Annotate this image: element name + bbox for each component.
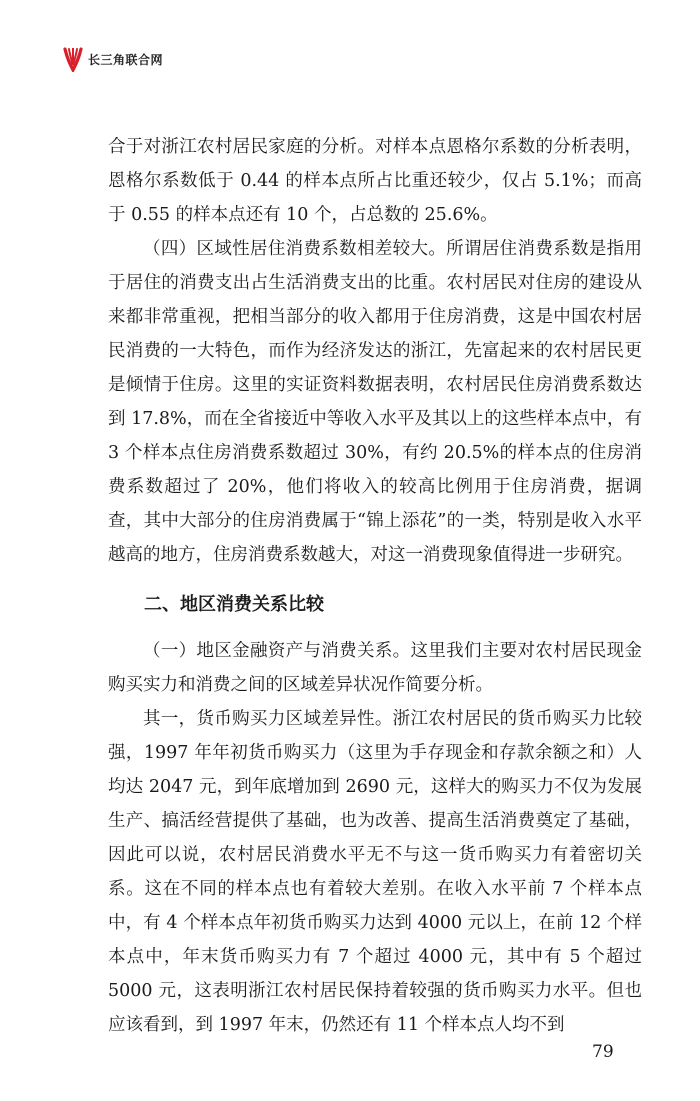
site-name: 长三角联合网 [88, 52, 164, 67]
paragraph-continued: 合于对浙江农村居民家庭的分析。对样本点恩格尔系数的分析表明，恩格尔系数低于 0.44 的样本点所占比重还较少，仅占 5.1%；而高于 0.55 的样本点还有 10 个，占总数的 25.6%。 [108, 137, 642, 225]
section-heading: 二、地区消费关系比较 [144, 594, 324, 615]
logo-icon [62, 46, 84, 72]
paragraph-housing-consumption: （四）区域性居住消费系数相差较大。所谓居住消费系数是指用于居住的消费支出占生活消费支出的比重。农村居民对住房的建设从来都非常重视，把相当部分的收入都用于住房消费，这是中国农村居民消费的一大特色，而作为经济发达的浙江，先富起来的农村居民更是倾情于住房。这里的实证资料数据表明，农村居民住房消费系数达到 17.8%，而在全省接近中等收入水平及其以上的这些样本点中，有 3 个样本点住房消费系数超过 30%，有约 20.5%的样本点的住房消费系数超过了 20%，他们将收入的较高比例用于住房消费，据调查，其中大部分的住房消费属于“锦上添花”的一类，特别是收入水平越高的地方，住房消费系数越大，对这一消费现象值得进一步研究。 [108, 239, 642, 565]
page-number: 79 [592, 1042, 614, 1062]
paragraph-purchasing-power: 其一，货币购买力区域差异性。浙江农村居民的货币购买力比较强，1997 年年初货币购买力（这里为手存现金和存款余额之和）人均达 2047 元，到年底增加到 2690 元，这样大的购买力不仅为发展生产、搞活经营提供了基础，也为改善、提高生活消费奠定了基础，因此可以说，农村居民消费水平无不与这一货币购买力有着密切关系。这在不同的样本点也有着较大差别。在收入水平前 7 个样本点中，有 4 个样本点年初货币购买力达到 4000 元以上，在前 12 个样本点中，年末货币购买力有 7 个超过 4000 元，其中有 5 个超过 5000 元，这表明浙江农村居民保持着较强的货币购买力水平。但也应该看到，到 1997 年末，仍然还有 11 个样本点人均不到 [108, 709, 642, 1035]
paragraph-financial-assets: （一）地区金融资产与消费关系。这里我们主要对农村居民现金购买实力和消费之间的区域差异状况作简要分析。 [108, 641, 642, 695]
page-header [62, 46, 163, 72]
page-body [108, 130, 642, 1042]
